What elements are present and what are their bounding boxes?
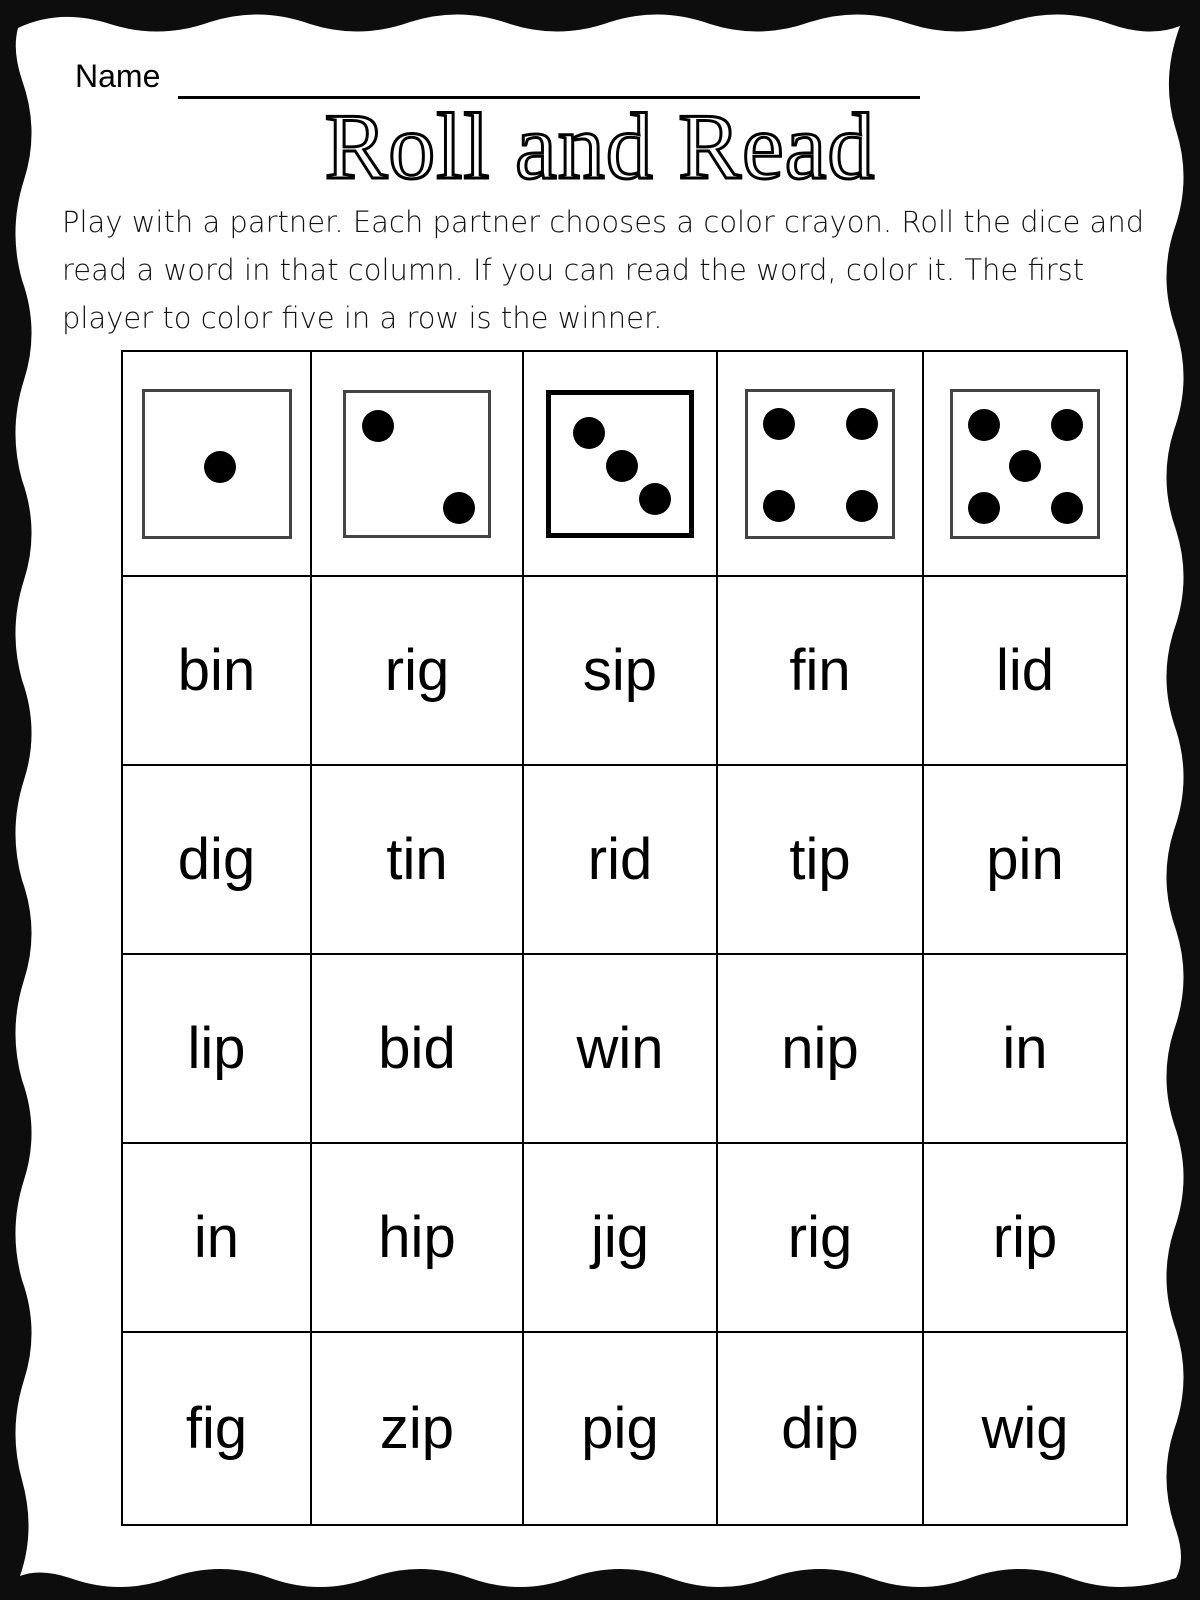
die-pip xyxy=(1051,492,1083,524)
word-cell[interactable] xyxy=(312,1144,524,1333)
die-pip xyxy=(639,483,671,515)
word-label: pin xyxy=(986,826,1064,892)
word-cell[interactable] xyxy=(312,766,524,955)
word-cell[interactable] xyxy=(312,577,524,766)
word-cell[interactable] xyxy=(924,766,1126,955)
die-pip xyxy=(573,417,605,449)
die-pip xyxy=(443,492,475,524)
die-pip xyxy=(606,450,638,482)
word-cell[interactable] xyxy=(312,1333,524,1524)
die-pip xyxy=(968,409,1000,441)
word-label: tip xyxy=(789,826,851,892)
word-label: in xyxy=(193,1204,240,1270)
word-label: lip xyxy=(187,1015,246,1081)
word-cell[interactable] xyxy=(924,1333,1126,1524)
word-label: wig xyxy=(981,1395,1069,1461)
name-label: Name xyxy=(75,58,161,94)
die-five-icon xyxy=(950,389,1100,539)
word-label: zip xyxy=(379,1395,455,1461)
die-pip xyxy=(763,490,795,522)
word-label: dig xyxy=(177,826,256,892)
word-cell[interactable] xyxy=(718,766,924,955)
word-label: bin xyxy=(177,637,256,703)
word-cell[interactable] xyxy=(924,577,1126,766)
word-label: rid xyxy=(587,826,653,892)
word-label: pig xyxy=(581,1395,659,1461)
die-pip xyxy=(763,408,795,440)
word-cell[interactable] xyxy=(718,1333,924,1524)
dice-cell-1 xyxy=(123,352,312,577)
dice-cell-4 xyxy=(718,352,924,577)
die-pip xyxy=(968,492,1000,524)
word-cell[interactable] xyxy=(312,955,524,1144)
die-one-icon xyxy=(142,389,292,539)
die-pip xyxy=(1009,450,1041,482)
word-label: fin xyxy=(789,637,851,703)
word-cell[interactable] xyxy=(524,577,718,766)
word-label: rip xyxy=(992,1204,1058,1270)
word-cell[interactable] xyxy=(924,1144,1126,1333)
game-board xyxy=(121,350,1128,1526)
word-label: lid xyxy=(995,637,1055,703)
word-label: fig xyxy=(185,1395,248,1461)
dice-cell-3 xyxy=(524,352,718,577)
dice-cell-5 xyxy=(924,352,1126,577)
word-cell[interactable] xyxy=(123,1333,312,1524)
die-pip xyxy=(362,410,394,442)
word-label: hip xyxy=(378,1204,456,1270)
dice-cell-2 xyxy=(312,352,524,577)
word-label: sip xyxy=(582,637,658,703)
word-label: jig xyxy=(590,1204,650,1270)
word-label: rig xyxy=(384,637,450,703)
word-cell[interactable] xyxy=(524,1144,718,1333)
word-label: dip xyxy=(781,1395,859,1461)
word-cell[interactable] xyxy=(524,1333,718,1524)
word-label: bid xyxy=(378,1015,456,1081)
die-pip xyxy=(204,451,236,483)
die-pip xyxy=(846,408,878,440)
word-label: in xyxy=(1002,1015,1048,1081)
page-title: Roll and Read xyxy=(324,95,876,199)
word-cell[interactable] xyxy=(524,766,718,955)
die-two-icon xyxy=(343,390,491,538)
word-cell[interactable] xyxy=(924,955,1126,1144)
word-cell[interactable] xyxy=(718,577,924,766)
die-pip xyxy=(846,490,878,522)
word-cell[interactable] xyxy=(123,955,312,1144)
word-cell[interactable] xyxy=(123,1144,312,1333)
die-four-icon xyxy=(745,389,895,539)
word-cell[interactable] xyxy=(123,577,312,766)
word-label: win xyxy=(576,1015,664,1081)
instructions: Play with a partner. Each partner chooses a color crayon. Roll the dice and read a word in that column. If you can read the word, color it. The first player to color five in a row is the winner. xyxy=(62,205,1145,335)
word-label: tin xyxy=(386,826,448,892)
word-cell[interactable] xyxy=(718,955,924,1144)
word-label: nip xyxy=(781,1015,859,1081)
die-three-icon xyxy=(546,390,694,538)
die-pip xyxy=(1051,409,1083,441)
word-label: rig xyxy=(787,1204,853,1270)
word-cell[interactable] xyxy=(718,1144,924,1333)
word-cell[interactable] xyxy=(123,766,312,955)
word-cell[interactable] xyxy=(524,955,718,1144)
